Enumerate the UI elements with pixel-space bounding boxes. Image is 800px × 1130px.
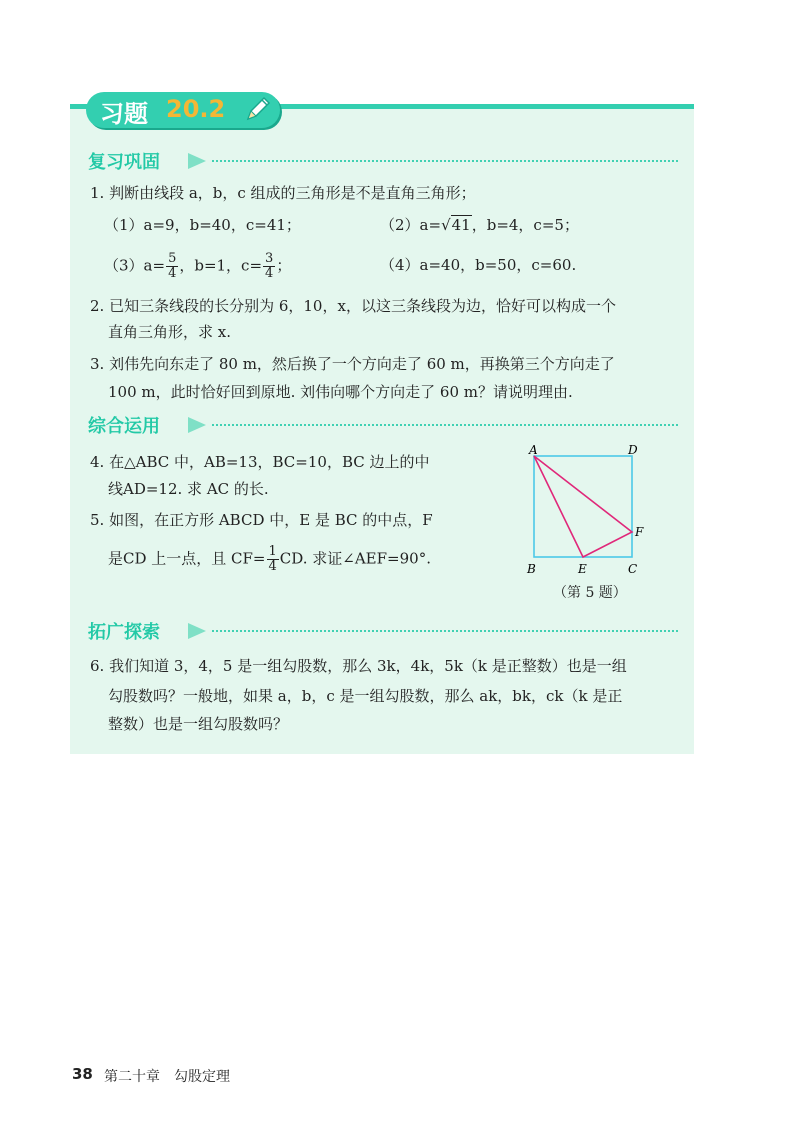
section-review-title: 复习巩固 xyxy=(88,152,160,173)
fraction-denominator: 4 xyxy=(168,266,177,281)
section-comprehensive-header xyxy=(88,412,678,436)
q5-line2-pre: 是CD 上一点，且 CF= xyxy=(108,549,266,568)
play-arrow-icon xyxy=(186,151,208,171)
square-figure xyxy=(520,440,650,590)
section-divider xyxy=(212,424,678,426)
play-arrow-icon xyxy=(186,415,208,435)
q1-part2 xyxy=(380,215,579,235)
page-number: 38 xyxy=(72,1065,93,1083)
q2-line1: 2. 已知三条线段的长分别为 6，10，x，以这三条线段为边，恰好可以构成一个 xyxy=(90,297,616,315)
fraction-numerator: 1 xyxy=(268,544,277,559)
fraction-denominator: 4 xyxy=(268,559,277,574)
section-divider xyxy=(212,160,678,162)
section-extension-title: 拓广探索 xyxy=(88,622,160,643)
label-e: E xyxy=(578,562,587,576)
section-comprehensive-title: 综合运用 xyxy=(88,416,160,437)
q3-line2: 100 m，此时恰好回到原地. 刘伟向哪个方向走了 60 m？请说明理由. xyxy=(108,383,573,401)
q1-part3-post: ； xyxy=(276,256,292,275)
fraction-numerator: 3 xyxy=(265,251,274,266)
triangle-aef xyxy=(534,456,632,557)
label-d: D xyxy=(628,443,638,457)
fraction-denominator: 4 xyxy=(265,266,274,281)
fraction-numerator: 5 xyxy=(168,251,177,266)
label-a: A xyxy=(529,443,538,457)
q1-part3 xyxy=(104,252,291,281)
sqrt-sign: √41 xyxy=(441,216,471,234)
q1-part2-radicand: 41 xyxy=(451,216,471,234)
q6-line3: 整数）也是一组勾股数吗？ xyxy=(108,715,289,733)
q4-line2: 线AD=12. 求 AC 的长. xyxy=(108,480,269,498)
section-review-header xyxy=(88,148,678,172)
q5-line2-post: CD. 求证∠AEF=90°. xyxy=(279,549,431,568)
q1-part4: （4）a=40，b=50，c=60. xyxy=(380,256,577,274)
fraction xyxy=(263,252,275,281)
label-c: C xyxy=(628,562,638,576)
square-abcd xyxy=(534,456,632,557)
q5-line2 xyxy=(108,545,431,574)
label-f: F xyxy=(635,525,644,539)
q3-line1: 3. 刘伟先向东走了 80 m，然后换了一个方向走了 60 m，再换第三个方向走了 xyxy=(90,355,615,373)
q2-line2: 直角三角形，求 x. xyxy=(108,323,231,341)
chapter-title: 第二十章 勾股定理 xyxy=(104,1069,230,1085)
exercise-number: 20.2 xyxy=(166,95,226,123)
q4-line1: 4. 在△ABC 中，AB=13，BC=10，BC 边上的中 xyxy=(90,453,430,471)
exercise-title: 习题 xyxy=(100,100,148,128)
section-extension-header xyxy=(88,618,678,642)
q1-stem: 1. 判断由线段 a，b，c 组成的三角形是不是直角三角形； xyxy=(90,184,476,202)
play-arrow-icon xyxy=(186,621,208,641)
q1-part2-post: ，b=4，c=5； xyxy=(471,216,579,234)
q6-line1: 6. 我们知道 3，4，5 是一组勾股数，那么 3k，4k，5k（k 是正整数）也是一组 xyxy=(90,657,627,675)
q1-part2-pre: （2）a= xyxy=(380,216,442,234)
q6-line2: 勾股数吗？一般地，如果 a，b，c 是一组勾股数，那么 ak，bk，ck（k 是正 xyxy=(108,687,623,705)
q5-line1: 5. 如图，在正方形 ABCD 中，E 是 BC 的中点，F xyxy=(90,511,433,529)
pencil-icon xyxy=(242,93,274,125)
label-b: B xyxy=(527,562,536,576)
q1-part3-pre: （3）a= xyxy=(104,256,166,275)
fraction xyxy=(166,252,178,281)
fraction xyxy=(267,545,279,574)
q1-part3-mid: ，b=1，c= xyxy=(179,256,263,275)
q1-part1: （1）a=9，b=40，c=41； xyxy=(104,216,301,234)
section-divider xyxy=(212,630,678,632)
figure-caption: （第 5 题） xyxy=(553,585,627,601)
